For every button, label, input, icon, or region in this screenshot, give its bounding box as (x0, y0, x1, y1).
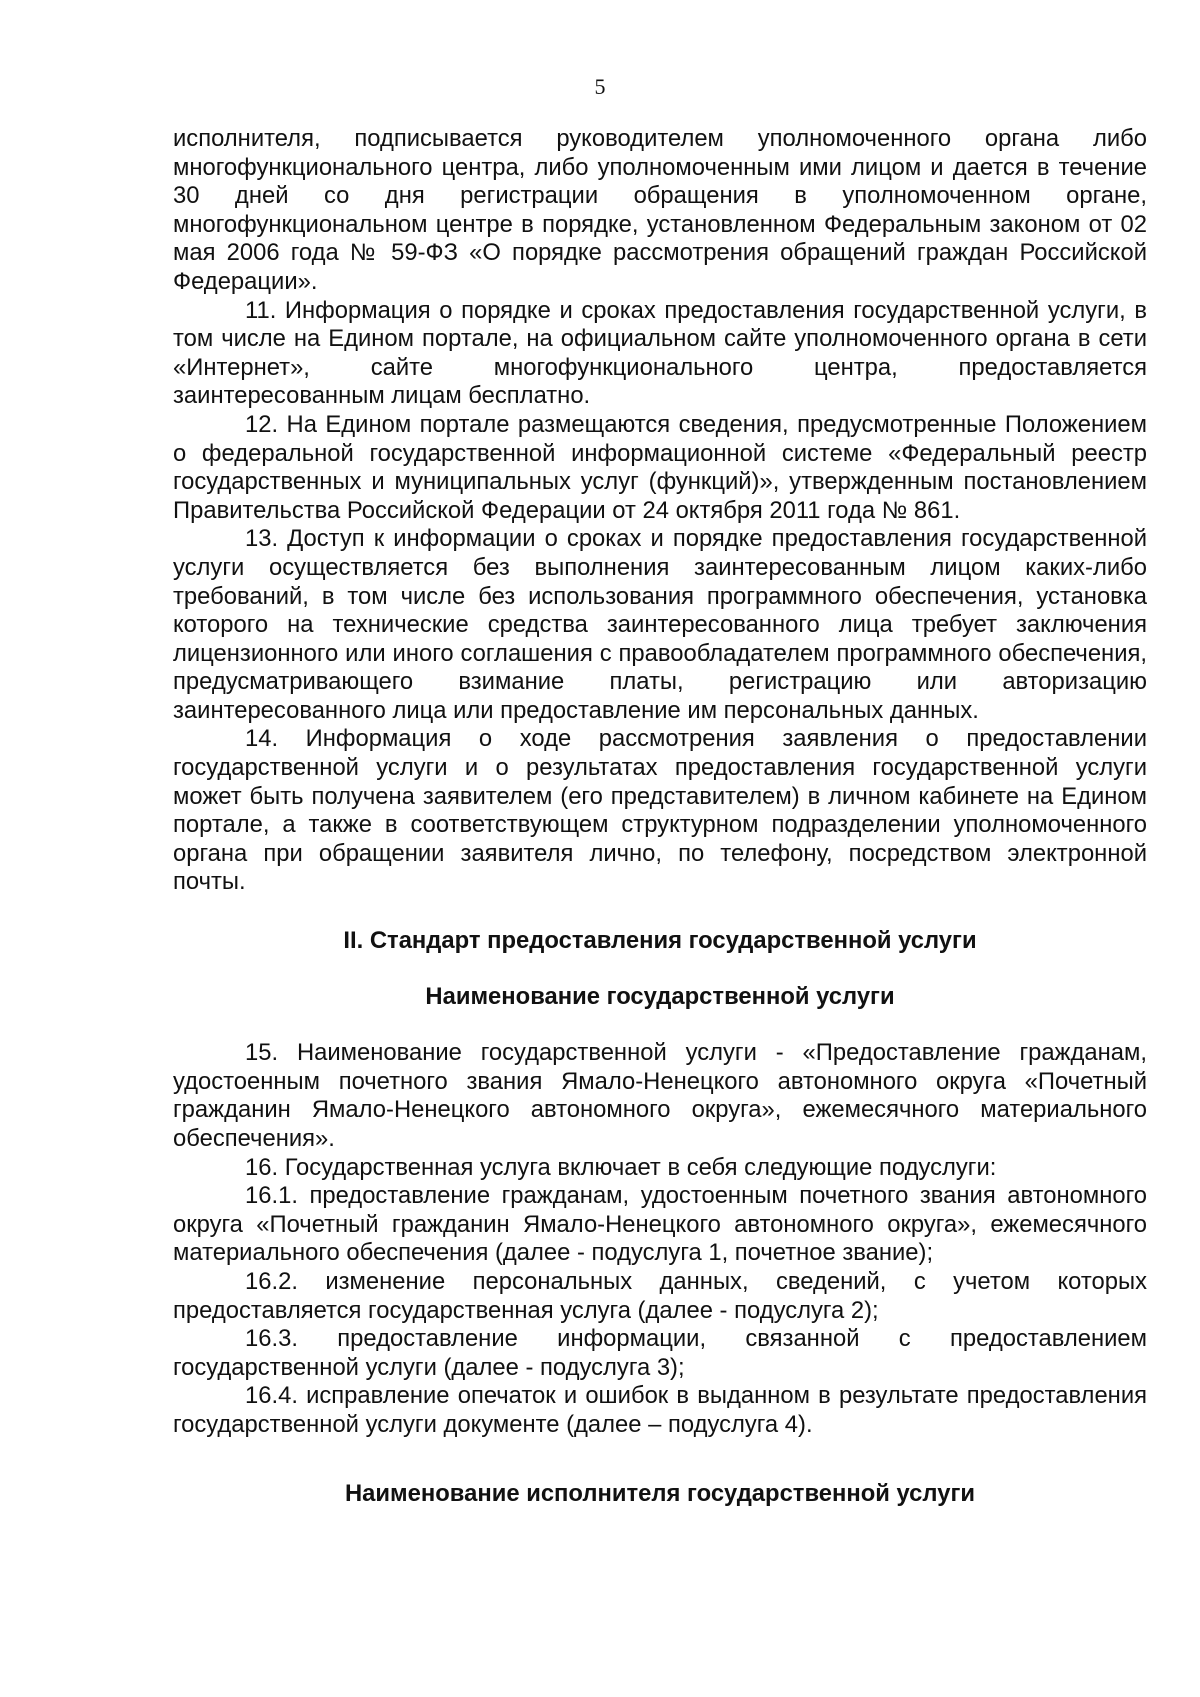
paragraph-15: 15. Наименование государственной услуги - «Предоставление гражданам, удостоенным почетного звания Ямало-Ненецкого автономного округа «Почетный гражданин Ямало-Ненецкого автономного округа», ежемесячного материального обеспечения». (173, 1039, 1147, 1152)
paragraph-16-4: 16.4. исправление опечаток и ошибок в выданном в результате предоставления государственной услуги документе (далее – подуслуга 4). (173, 1382, 1147, 1438)
paragraph-12: 12. На Едином портале размещаются сведения, предусмотренные Положением о федеральной государственной информационной системе «Федеральный реестр государственных и муниципальных услуг (функций)», утвержденным постановлением Правительства Российской Федерации от 24 октября 2011 года № 861. (173, 410, 1147, 524)
subheading-service-executor: Наименование исполнителя государственной услуги (345, 1479, 975, 1507)
paragraph-continuation: исполнителя, подписывается руководителем уполномоченного органа либо многофункционального центра, либо уполномоченным ими лицом и дается в течение 30 дней со дня регистрации обращения в уполномоченном органе, многофункциональном центре в порядке, установленном Федеральным законом от 02 мая 2006 года № 59-ФЗ «О порядке рассмотрения обращений граждан Российской Федерации». (173, 125, 1147, 295)
paragraph-14: 14. Информация о ходе рассмотрения заявления о предоставлении государственной услуги и о результатах предоставления государственной услуги может быть получена заявителем (его представителем) в личном кабинете на Едином портале, а также в соответствующем структурном подразделении уполномоченного органа при обращении заявителя лично, по телефону, посредством электронной почты. (173, 725, 1147, 896)
paragraph-16-1: 16.1. предоставление гражданам, удостоенным почетного звания автономного округа «Почетный гражданин Ямало-Ненецкого автономного округа», ежемесячного материального обеспечения (далее - подуслуга 1, почетное звание); (173, 1182, 1147, 1267)
document-body (173, 125, 1147, 1508)
page-number: 5 (594, 74, 606, 99)
paragraph-16-3: 16.3. предоставление информации, связанной с предоставлением государственной услуги (далее - подуслуга 3); (173, 1325, 1147, 1381)
subheading-service-name: Наименование государственной услуги (425, 982, 895, 1010)
paragraph-16-2: 16.2. изменение персональных данных, сведений, с учетом которых предоставляется государственная услуга (далее - подуслуга 2); (173, 1267, 1147, 1324)
paragraph-11: 11. Информация о порядке и сроках предоставления государственной услуги, в том числе на Едином портале, на официальном сайте уполномоченного органа в сети «Интернет», сайте многофункционального центра, предоставляется заинтересованным лицам бесплатно. (173, 296, 1147, 410)
paragraph-16: 16. Государственная услуга включает в себя следующие подуслуги: (245, 1153, 997, 1181)
section-heading: II. Стандарт предоставления государственной услуги (343, 927, 977, 955)
paragraph-13: 13. Доступ к информации о сроках и порядке предоставления государственной услуги осуществляется без выполнения заинтересованным лицом каких-либо требований, в том числе без использования программного обеспечения, установка которого на технические средства заинтересованного лица требует заключения лицензионного или иного соглашения с правообладателем программного обеспечения, предусматривающего взимание платы, регистрацию или авторизацию заинтересованного лица или предоставление им персональных данных. (173, 525, 1147, 724)
